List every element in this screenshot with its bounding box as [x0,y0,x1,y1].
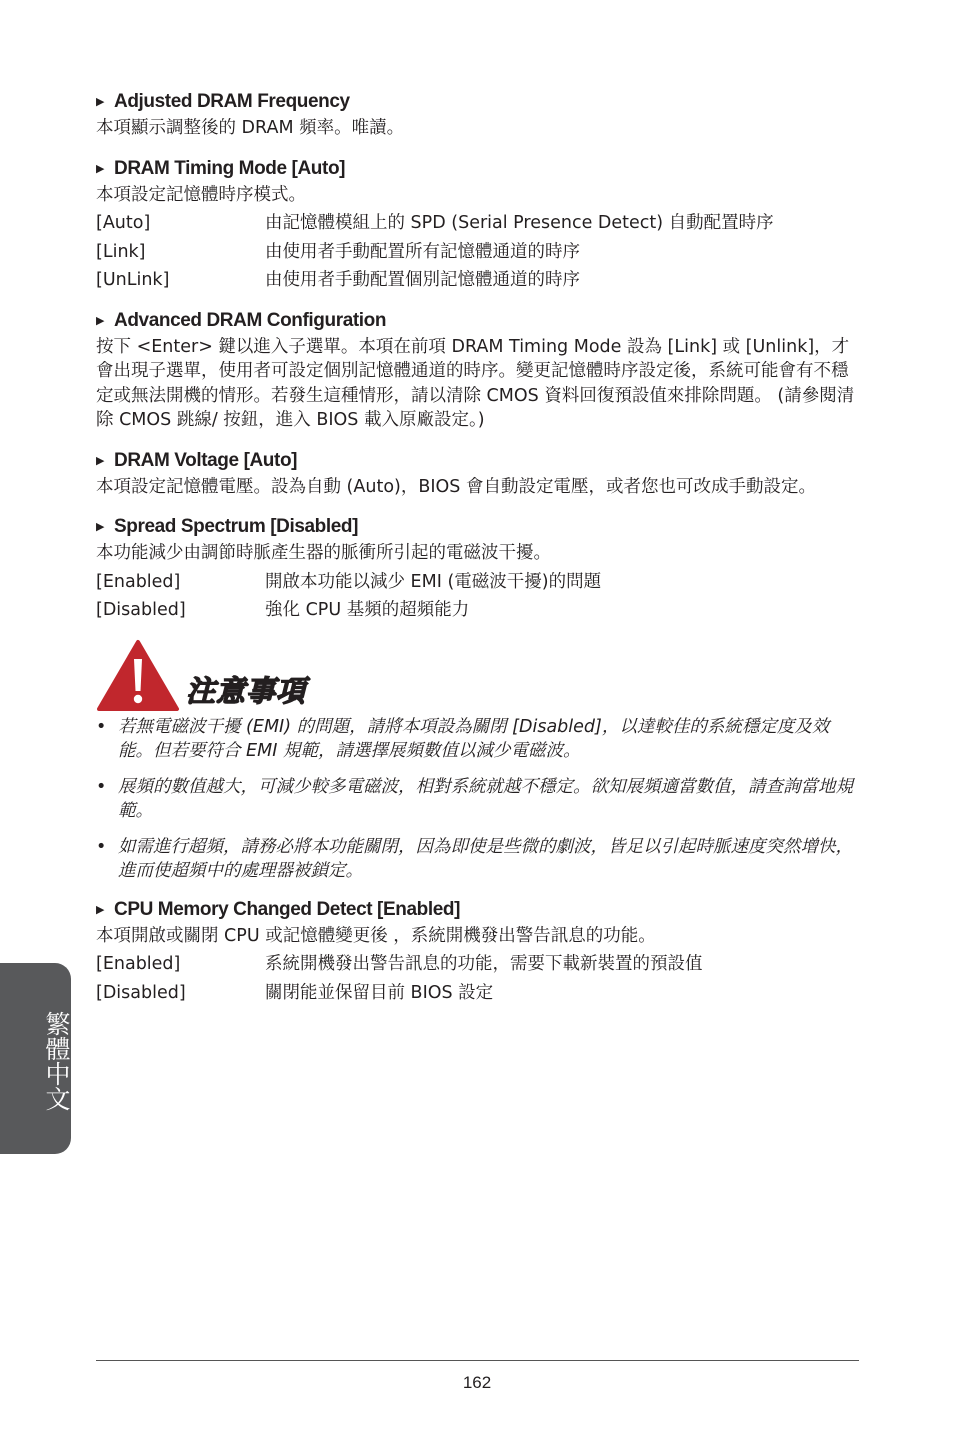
option-description: 由記憶體模組上的 SPD (Serial Presence Detect) 自動配置時序 [265,213,774,233]
setting-description: 本項顯示調整後的 DRAM 頻率。唯讀。 [96,118,405,138]
triangle-bullet-icon: ▶ [96,314,105,327]
page-number: 162 [462,1373,492,1392]
option-description: 關閉能並保留目前 BIOS 設定 [265,982,494,1003]
option-row [96,570,856,595]
warning-triangle-icon [96,639,180,713]
footer-rule [96,1360,859,1361]
setting-section [96,157,856,293]
setting-heading [96,898,856,922]
setting-heading [96,90,856,114]
setting-section [96,309,856,433]
bullet-dot-icon: • [96,836,107,857]
notice-bullets [96,715,856,884]
setting-heading-text: DRAM Timing Mode [Auto] [114,157,346,179]
setting-heading-text: Advanced DRAM Configuration [114,309,387,331]
setting-heading [96,157,856,181]
setting-section [96,898,856,1006]
option-description: 開啟本功能以減少 EMI (電磁波干擾)的問題 [265,571,602,592]
option-value: [Disabled] [96,982,186,1003]
setting-section [96,449,856,500]
notice-bullet [96,715,856,764]
option-description: 系統開機發出警告訊息的功能，需要下載新裝置的預設值 [265,954,703,974]
setting-description: 按下 <Enter> 鍵以進入子選單。本項在前項 DRAM Timing Mode 設為 [Link] 或 [Unlink]，才會出現子選單，使用者可設定個別記憶體通道的時序。變更記憶體時序設定後，系統可能會有不穩定或無法開機的情形。若發生這種情形，請以清除 CMOS 資料回復預設值來排除問題。 (請參閱清除 CMOS 跳線/ 按鈕，進入 BIOS 載入原廠設定。) [96,336,855,430]
triangle-bullet-icon: ▶ [96,521,105,533]
option-row [96,211,856,236]
section-group-2 [96,898,856,1006]
page-content [96,90,856,1021]
setting-heading-text: DRAM Voltage [Auto] [114,449,298,471]
notice-bullet-text: 如需進行超頻，請務必將本功能關閉，因為即使是些微的劇波，皆足以引起時脈速度突然增快，進而使超頻中的處理器被鎖定。 [118,836,853,881]
setting-section [96,90,856,141]
triangle-bullet-icon: ▶ [96,454,105,467]
triangle-bullet-icon: ▶ [96,903,105,916]
setting-description: 本功能減少由調節時脈產生器的脈衝所引起的電磁波干擾。 [96,543,551,563]
setting-description: 本項開啟或關閉 CPU 或記憶體變更後 ，系統開機發出警告訊息的功能。 [96,925,656,946]
setting-heading-text: Adjusted DRAM Frequency [114,91,350,112]
setting-heading-text: Spread Spectrum [Disabled] [114,516,359,537]
option-value: [UnLink] [96,270,170,290]
bullet-dot-icon: • [96,776,107,797]
setting-section [96,515,856,623]
option-value: [Enabled] [96,571,181,592]
setting-heading [96,515,856,539]
option-description: 由使用者手動配置所有記憶體通道的時序 [265,241,580,262]
bullet-dot-icon: • [96,716,107,737]
triangle-bullet-icon: ▶ [96,162,105,175]
section-group-1 [96,90,856,623]
setting-heading-text: CPU Memory Changed Detect [Enabled] [114,898,460,920]
option-row [96,952,856,977]
option-value: [Disabled] [96,600,186,620]
option-value: [Link] [96,241,146,262]
setting-description: 本項設定記憶體電壓。設為自動 (Auto)，BIOS 會自動設定電壓，或者您也可改成手動設定。 [96,476,816,497]
option-value: [Auto] [96,213,151,233]
option-row [96,598,856,623]
notice-header [96,639,856,713]
setting-description: 本項設定記憶體時序模式。 [96,184,306,205]
option-description: 強化 CPU 基頻的超頻能力 [265,600,470,620]
option-row [96,981,856,1006]
option-row [96,240,856,265]
notice-bullet-text: 展頻的數值越大，可減少較多電磁波，相對系統就越不穩定。欲知展頻適當數值，請查詢當地規範。 [118,776,853,821]
notice-title: 注意事項 [186,673,307,708]
option-row [96,268,856,293]
option-description: 由使用者手動配置個別記憶體通道的時序 [265,270,580,290]
notice-bullet-text: 若無電磁波干擾 (EMI) 的問題，請將本項設為關閉 [Disabled]，以達較佳的系統穩定度及效能。但若要符合 EMI 規範，請選擇展頻數值以減少電磁波。 [118,716,830,761]
triangle-bullet-icon: ▶ [96,96,105,108]
notice-bullet [96,835,856,884]
language-side-tab [0,963,71,1154]
side-tab-label: 繁體中文 [42,1011,71,1111]
notice-bullet [96,775,856,824]
setting-heading [96,449,856,473]
setting-heading [96,309,856,333]
option-value: [Enabled] [96,954,181,974]
